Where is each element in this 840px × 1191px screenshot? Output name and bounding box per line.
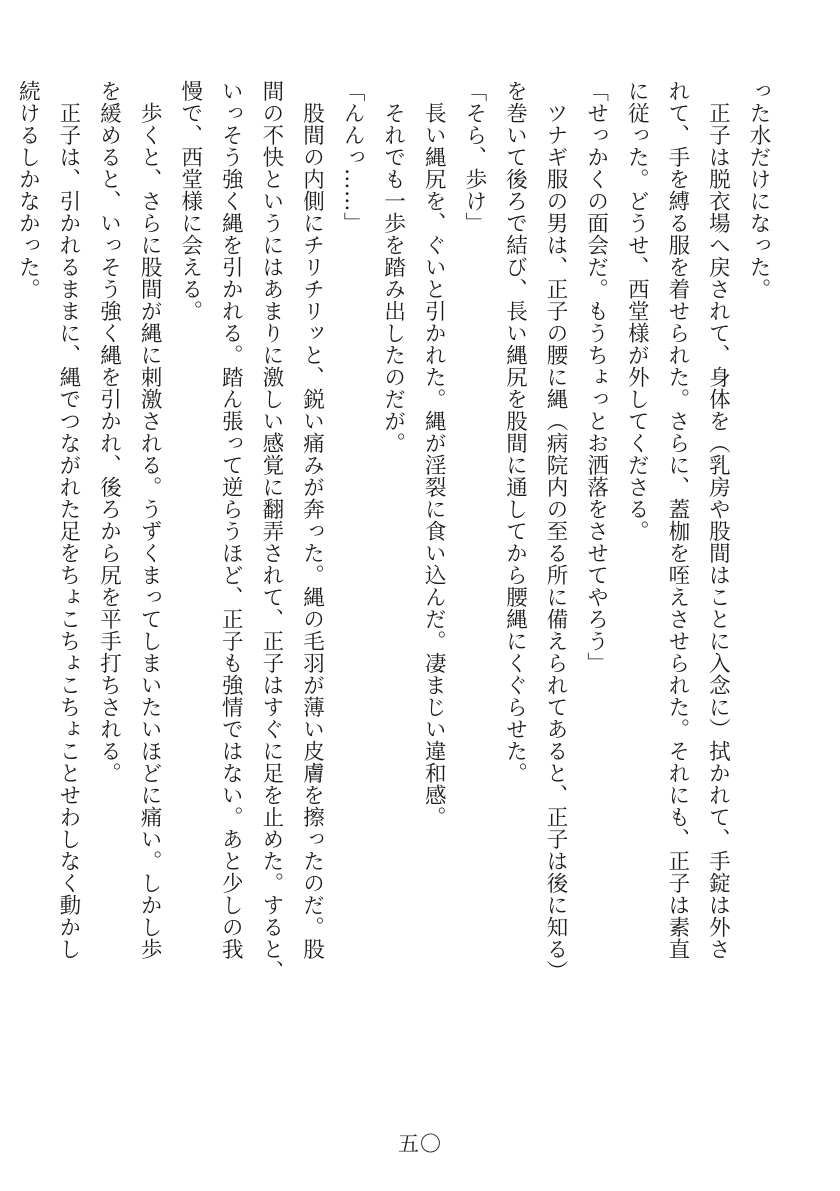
text-line: を緩めると、いっそう強く縄を引かれ、後ろから尻を平手打ちされる。 (96, 80, 122, 784)
text-line: それでも一歩を踏み出したのだが。 (380, 80, 406, 454)
text-line: 続けるしかなかった。 (15, 80, 41, 300)
text-line: いっそう強く縄を引かれる。踏ん張って逆らうほど、正子も強情ではない。あと少しの我 (218, 80, 244, 960)
text-line: 慢で、西堂様に会える。 (177, 80, 203, 322)
text-line: ツナギ服の男は、正子の腰に縄（病院内の至る所に備えられてあると、正子は後に知る） (543, 80, 569, 982)
text-line: 股間の内側にチリチリッと、鋭い痛みが奔った。縄の毛羽が薄い皮膚を擦ったのだ。股 (299, 80, 325, 960)
text-line: った水だけになった。 (746, 80, 771, 300)
text-line: 「せっかくの面会だ。もうちょっとお洒落をさせてやろう」 (583, 80, 609, 674)
text-line: 長い縄尻を、ぐいと引かれた。縄が淫裂に食い込んだ。凄まじい違和感。 (421, 80, 447, 828)
text-line: 「んんっ……」 (340, 80, 366, 234)
text-line: 「そら、歩け」 (461, 80, 487, 234)
vertical-text-body (15, 80, 778, 1010)
text-line: 歩くと、さらに股間が縄に刺激される。うずくまってしまいたいほどに痛い。しかし歩 (137, 80, 163, 960)
text-line: 間の不快というにはあまりに激しい感覚に翻弄されて、正子はすぐに足を止めた。すると、 (258, 80, 284, 982)
text-line: れて、手を縛る服を着せられた。さらに、蓋枷を咥えさせられた。それにも、正子は素直 (664, 80, 690, 960)
text-line: を巻いて後ろで結び、長い縄尻を股間に通してから腰縄にくぐらせた。 (502, 80, 528, 784)
text-line: 正子は脱衣場へ戻されて、身体を（乳房や股間はことに入念に）拭かれて、手錠は外さ (705, 80, 731, 960)
page-number: 五〇 (398, 1132, 442, 1156)
text-line (0, 80, 7, 1010)
text-line: 正子は、引かれるままに、縄でつながれた足をちょこちょこちょことせわしなく動かし (55, 80, 81, 960)
text-line: に従った。どうせ、西堂様が外してくださる。 (624, 80, 650, 542)
